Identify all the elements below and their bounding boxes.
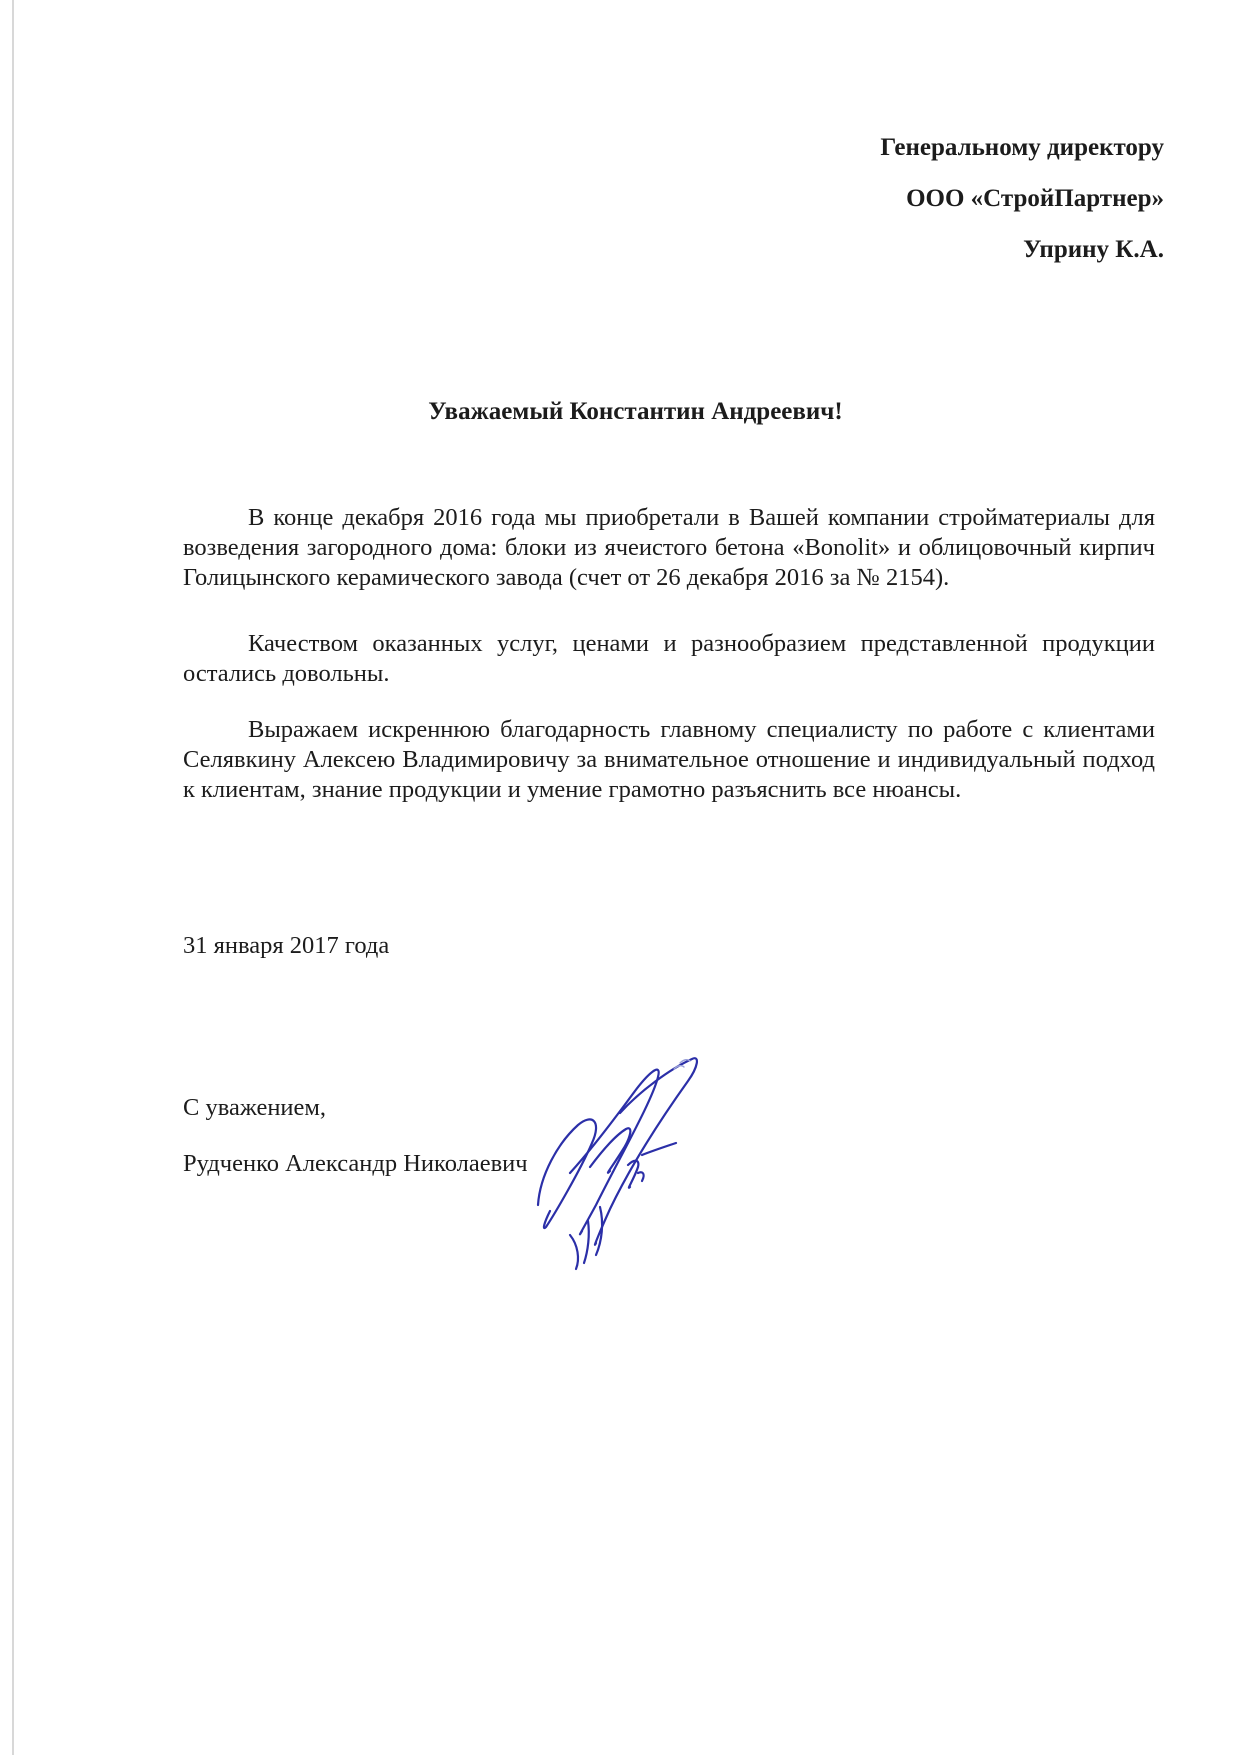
handwritten-signature	[530, 1055, 740, 1275]
addressee-name: Уприну К.А.	[1023, 236, 1164, 263]
salutation: Уважаемый Константин Андреевич!	[428, 398, 843, 425]
signer-name: Рудченко Александр Николаевич	[183, 1150, 528, 1177]
addressee-block	[880, 122, 1164, 275]
letter-date: 31 января 2017 года	[183, 932, 390, 959]
paragraph-satisfaction: Качеством оказанных услуг, ценами и разнообразием представленной продукции остались довольны.	[183, 630, 1155, 687]
addressee-title: Генеральному директору	[880, 134, 1164, 161]
scan-edge	[12, 0, 14, 1755]
paragraph-gratitude: Выражаем искреннюю благодарность главному специалисту по работе с клиентами Селявкину Алексею Владимировичу за внимательное отношение и индивидуальный подход к клиентам, знание продукции и умение грамотно разъяснить все нюансы.	[183, 716, 1155, 803]
addressee-company: ООО «СтройПартнер»	[906, 185, 1164, 212]
closing-phrase: С уважением,	[183, 1094, 327, 1121]
paragraph-purchase: В конце декабря 2016 года мы приобретали в Вашей компании стройматериалы для возведения загородного дома: блоки из ячеистого бетона «Bonolit» и облицовочный кирпич Голицынского керамического завода (счет от 26 декабря 2016 за № 2154).	[183, 504, 1155, 591]
